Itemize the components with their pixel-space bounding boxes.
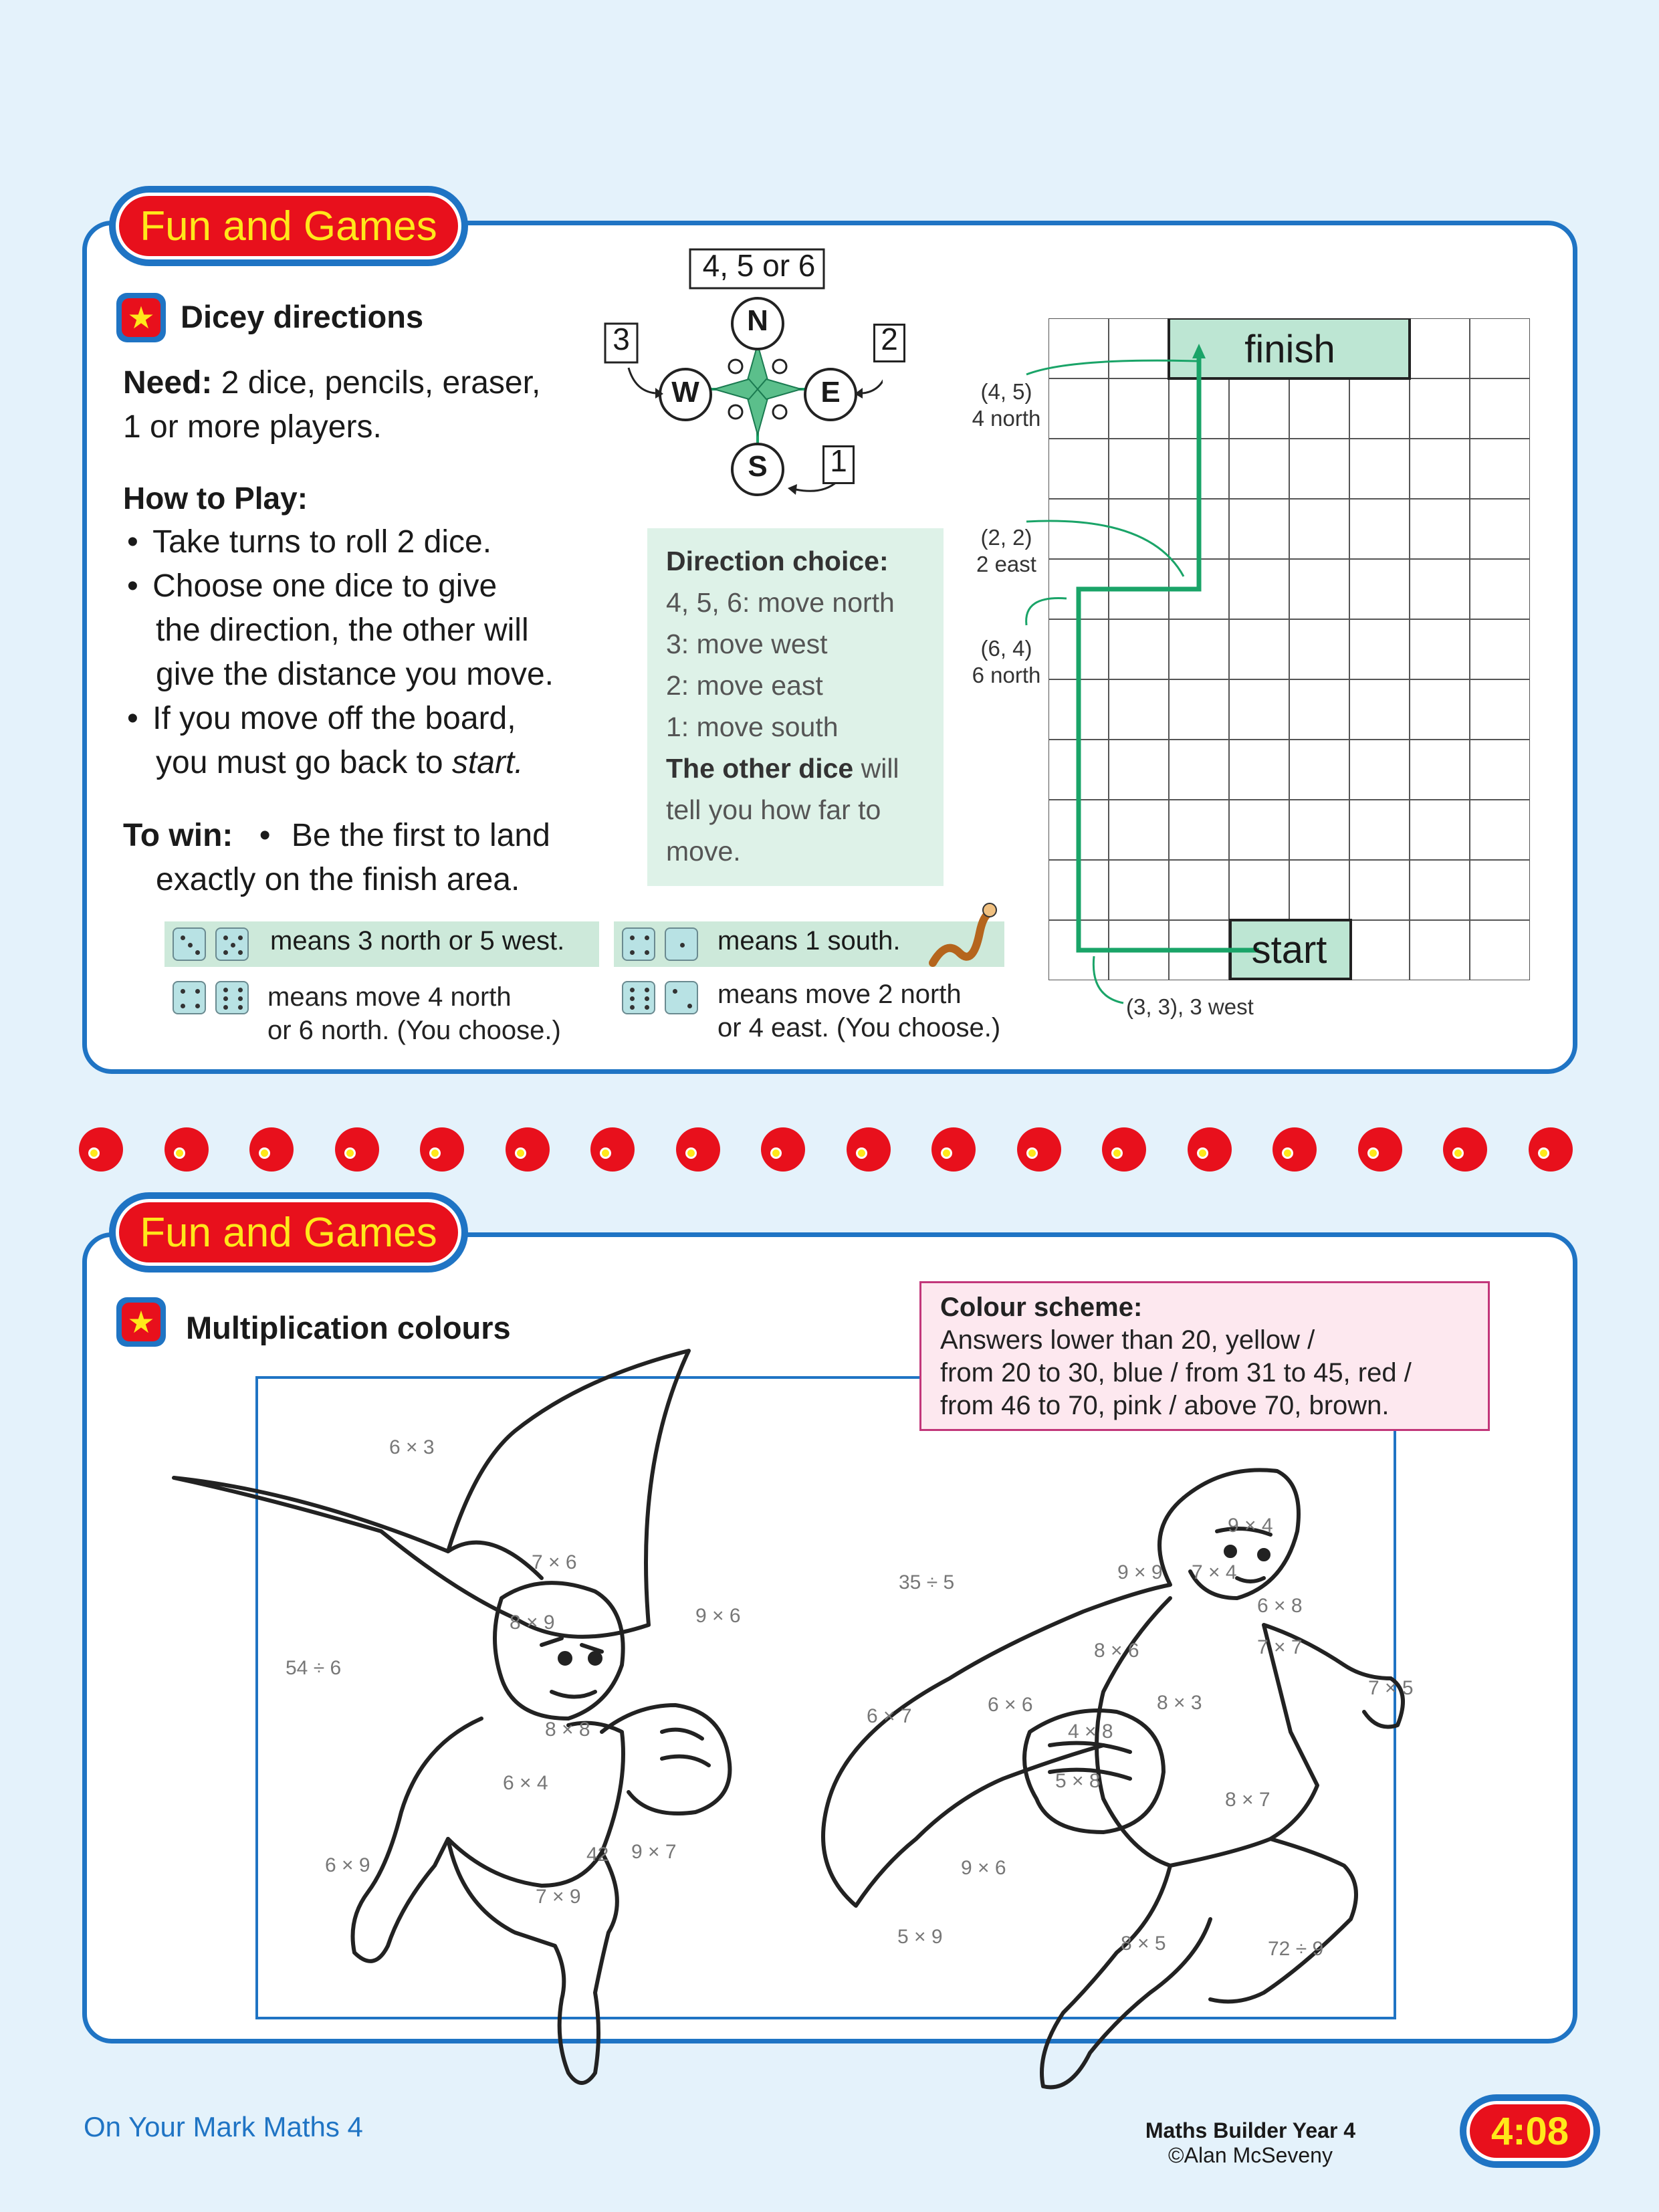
multiplication-label: 4 × 8 [1068, 1721, 1113, 1743]
to-win-label: To win: [123, 818, 233, 853]
multiplication-label: 9 × 7 [631, 1841, 677, 1863]
decorative-dot [1443, 1127, 1487, 1172]
decorative-dot [847, 1127, 891, 1172]
example-2-text: means 1 south. [717, 926, 901, 956]
multiplication-label: 9 × 4 [1228, 1515, 1273, 1537]
multiplication-label: 8 × 3 [1157, 1692, 1202, 1714]
dice-icon [665, 981, 698, 1014]
direction-line: 1: move south [666, 711, 839, 742]
win-line-1: Be the first to land [291, 818, 550, 853]
multiplication-label: 6 × 7 [867, 1705, 912, 1727]
multiplication-label: 7 × 4 [1192, 1561, 1237, 1583]
multiplication-label: 9 × 6 [961, 1857, 1006, 1879]
colour-line: from 46 to 70, pink / above 70, brown. [940, 1391, 1390, 1420]
example-1-text: means 3 north or 5 west. [270, 926, 565, 956]
direction-choice-box [647, 528, 944, 886]
decorative-dot [1102, 1127, 1146, 1172]
win-line-2: exactly on the finish area. [156, 862, 520, 897]
colour-scheme-title: Colour scheme: [940, 1293, 1143, 1322]
multiplication-label: 7 × 7 [1257, 1636, 1303, 1658]
dice-icon [215, 927, 249, 961]
decorative-dot [420, 1127, 464, 1172]
multiplication-label: 9 × 6 [695, 1605, 741, 1627]
bullet-3-cont: you must go back to start. [156, 745, 524, 780]
decorative-dot [506, 1127, 550, 1172]
decorative-dot [761, 1127, 805, 1172]
decorative-dot [590, 1127, 635, 1172]
bullet-2-cont2: give the distance you move. [156, 657, 554, 692]
game-board-grid [1048, 318, 1530, 980]
multiplication-label: 54 ÷ 6 [286, 1657, 342, 1679]
page-number-badge [1460, 2094, 1600, 2168]
bullet-1: • Take turns to roll 2 dice. [127, 524, 492, 560]
multiplication-label: 7 × 6 [532, 1551, 577, 1573]
section-tab-1 [109, 186, 468, 266]
other-dice-line: The other dice will [666, 753, 899, 784]
direction-line: 2: move east [666, 670, 823, 701]
decorative-dot [249, 1127, 294, 1172]
star-icon: ★ [116, 1297, 166, 1347]
activity-heading: Multiplication colours [186, 1310, 511, 1345]
compass-bottom-box: 1 [830, 443, 847, 478]
start-label: start [1251, 927, 1327, 972]
multiplication-label: 5 × 8 [1055, 1770, 1101, 1792]
dice-icon [665, 927, 698, 961]
example-3-text: means move 4 north or 6 north. (You choose.) [267, 982, 561, 1045]
decorative-dot [164, 1127, 209, 1172]
colour-line: from 20 to 30, blue / from 31 to 45, red / [940, 1358, 1412, 1388]
compass-n: N [747, 304, 768, 337]
decorative-dot [931, 1127, 976, 1172]
multiplication-label: 5 × 9 [897, 1926, 943, 1948]
multiplication-label: 8 × 6 [1094, 1640, 1139, 1662]
decorative-dot [79, 1127, 123, 1172]
dice-icon [173, 927, 206, 961]
annotation-4-5: (4, 5) 4 north [972, 379, 1041, 431]
compass-top-box: 4, 5 or 6 [702, 248, 816, 283]
grid-lines [1048, 318, 1530, 980]
section-tab-title: Fun and Games [116, 1199, 461, 1266]
multiplication-label: 42 [586, 1844, 609, 1866]
compass-w: W [671, 376, 699, 409]
how-to-play-label: How to Play: [123, 481, 308, 516]
multiplication-label: 8 × 7 [1225, 1789, 1270, 1811]
section-tab-title: Fun and Games [116, 193, 461, 259]
dice-icon [173, 981, 206, 1014]
need-line-2: 1 or more players. [123, 409, 382, 445]
decorative-dot [676, 1127, 720, 1172]
annotation-3-3: (3, 3), 3 west [1126, 994, 1254, 1019]
colour-line: Answers lower than 20, yellow / [940, 1325, 1315, 1355]
multiplication-label: 7 × 9 [536, 1886, 581, 1908]
compass-s: S [748, 450, 768, 483]
multiplication-label: 6 × 8 [1257, 1595, 1303, 1617]
activity-heading: Dicey directions [181, 299, 424, 334]
decorative-dot [1273, 1127, 1317, 1172]
superheroes-illustration [167, 1331, 1438, 2106]
how-to-play-list [127, 520, 554, 785]
direction-tail-1: tell you how far to [666, 794, 881, 825]
annotation-2-2: (2, 2) 2 east [976, 525, 1036, 576]
bullet-2: • Choose one dice to give [127, 568, 497, 604]
multiplication-label: 6 × 9 [325, 1854, 370, 1876]
footer-book-title: Maths Builder Year 4 [1145, 2118, 1356, 2142]
multiplication-label: 72 ÷ 9 [1268, 1938, 1324, 1960]
finish-label: finish [1244, 327, 1335, 371]
compass-e: E [820, 376, 841, 409]
multiplication-label: 8 × 8 [545, 1719, 590, 1741]
star-icon: ★ [116, 293, 166, 342]
need-label: Need: [123, 365, 213, 401]
annotation-6-4: (6, 4) 6 north [972, 636, 1041, 687]
example-4-text: means move 2 north or 4 east. (You choose.) [717, 980, 1001, 1042]
multiplication-label: 7 × 5 [1368, 1677, 1414, 1699]
dice-icon [622, 927, 655, 961]
decorative-dot [335, 1127, 379, 1172]
decorative-dot [1358, 1127, 1402, 1172]
decorative-dot [1017, 1127, 1061, 1172]
multiplication-label: 9 × 9 [1117, 1561, 1163, 1583]
need-line-1: 2 dice, pencils, eraser, [221, 365, 541, 401]
dice-icon [622, 981, 655, 1014]
decorative-dot [1529, 1127, 1573, 1172]
multiplication-label: 8 × 9 [510, 1612, 555, 1634]
multiplication-label: 6 × 6 [988, 1694, 1033, 1716]
dice-icon [215, 981, 249, 1014]
direction-tail-2: move. [666, 836, 741, 867]
direction-line: 4, 5, 6: move north [666, 587, 895, 618]
bullet-3: • If you move off the board, [127, 701, 516, 736]
multiplication-label: 35 ÷ 5 [899, 1571, 955, 1593]
worm-icon [926, 899, 1000, 973]
dots-divider [79, 1126, 1590, 1174]
section-tab-2 [109, 1192, 468, 1273]
footer-series-title: On Your Mark Maths 4 [84, 2111, 363, 2142]
bullet-2-cont: the direction, the other will [156, 613, 529, 648]
multiplication-label: 6 × 4 [503, 1772, 548, 1794]
to-win: To win: • Be the first to land exactly on the finish area. [123, 818, 550, 897]
footer-copyright: ©Alan McSeveny [1168, 2143, 1333, 2167]
multiplication-label: 8 × 5 [1121, 1932, 1166, 1955]
decorative-dot [1188, 1127, 1232, 1172]
need-text [123, 361, 540, 449]
direction-choice-title: Direction choice: [666, 546, 889, 576]
compass-left-box: 3 [613, 322, 630, 356]
compass-right-box: 2 [881, 322, 898, 356]
page-number: 4:08 [1466, 2101, 1593, 2161]
direction-line: 3: move west [666, 629, 828, 659]
multiplication-label: 6 × 3 [389, 1436, 435, 1458]
